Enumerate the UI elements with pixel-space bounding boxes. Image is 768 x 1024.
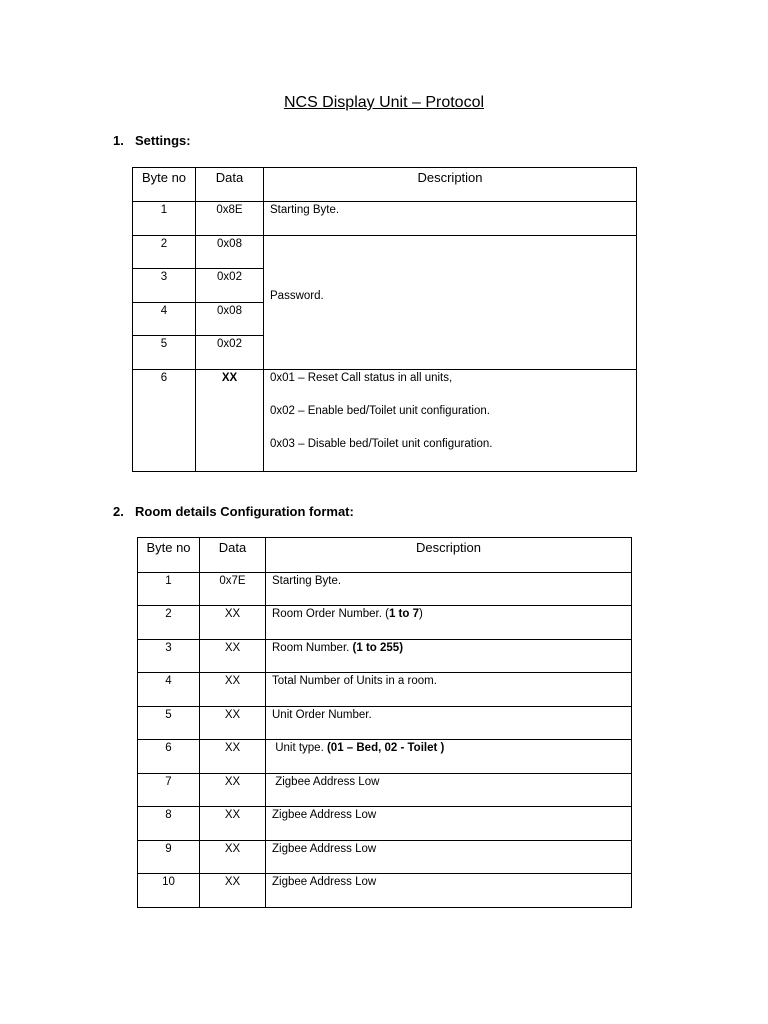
- section-1-heading: [113, 133, 191, 148]
- description-text: Room Order Number. (: [272, 608, 389, 620]
- description-cell: [266, 573, 632, 606]
- data-cell: XX: [200, 640, 266, 673]
- byte-cell: 5: [138, 707, 200, 740]
- data-cell: 0x08: [196, 236, 264, 269]
- byte-cell: 5: [133, 336, 196, 370]
- byte-cell: 1: [133, 202, 196, 236]
- data-cell: XX: [200, 740, 266, 774]
- data-cell: XX: [200, 707, 266, 740]
- section-1-number: 1.: [113, 133, 124, 148]
- document-title: NCS Display Unit – Protocol: [283, 94, 485, 111]
- description-range: 1 to 7: [388, 608, 419, 620]
- data-cell: 0x02: [196, 269, 264, 303]
- description-cell: [266, 841, 632, 874]
- description-cell: Starting Byte.: [264, 202, 637, 236]
- data-cell: XX: [200, 606, 266, 640]
- description-line: 0x03 – Disable bed/Toilet unit configuration.: [270, 438, 493, 450]
- table-row: [138, 573, 632, 606]
- description-cell: [266, 807, 632, 841]
- description-cell: [266, 640, 632, 673]
- section-2-number: 2.: [113, 504, 124, 519]
- data-cell: 0x02: [196, 336, 264, 370]
- table-row: [133, 370, 637, 472]
- header-data: Data: [200, 538, 266, 573]
- password-description-cell: Password.: [264, 236, 637, 370]
- data-cell: 0x08: [196, 303, 264, 336]
- table-row: [138, 774, 632, 807]
- table-row: [138, 841, 632, 874]
- header-byte-no: Byte no: [138, 538, 200, 573]
- section-2-heading: [113, 504, 354, 519]
- description-tail: ): [419, 608, 423, 620]
- description-cell: [266, 874, 632, 908]
- data-cell: XX: [200, 841, 266, 874]
- byte-cell: 10: [138, 874, 200, 908]
- description-cell: [266, 673, 632, 707]
- byte-cell: 7: [138, 774, 200, 807]
- header-data: Data: [196, 168, 264, 202]
- byte-cell: 3: [133, 269, 196, 303]
- table-row: [138, 640, 632, 673]
- description-text: Room Number.: [272, 642, 353, 654]
- description-range: (01 – Bed, 02 - Toilet ): [326, 742, 445, 754]
- byte-cell: 1: [138, 573, 200, 606]
- header-description: Description: [264, 168, 637, 202]
- description-text: Zigbee Address Low: [272, 876, 377, 888]
- description-text: Total Number of Units in a room.: [272, 675, 437, 687]
- byte-cell: 4: [138, 673, 200, 707]
- section-2-title: Room details Configuration format:: [135, 504, 354, 519]
- table-row: [138, 606, 632, 640]
- description-text: Starting Byte.: [272, 575, 342, 587]
- description-text: Zigbee Address Low: [272, 809, 377, 821]
- description-cell: [264, 370, 637, 472]
- data-cell: XX: [200, 673, 266, 707]
- room-config-table: [137, 537, 632, 908]
- table-row: [138, 673, 632, 707]
- byte-cell: 9: [138, 841, 200, 874]
- description-text: Unit Order Number.: [272, 709, 372, 721]
- description-range: (1 to 255): [352, 642, 404, 654]
- section-1-title: Settings:: [135, 133, 191, 148]
- description-text: Zigbee Address Low: [272, 776, 380, 788]
- byte-cell: 8: [138, 807, 200, 841]
- byte-cell: 4: [133, 303, 196, 336]
- description-cell: [266, 774, 632, 807]
- byte-cell: 6: [138, 740, 200, 774]
- header-description: Description: [266, 538, 632, 573]
- table-row: [138, 707, 632, 740]
- description-line: 0x02 – Enable bed/Toilet unit configuration.: [270, 405, 490, 417]
- data-cell: XX: [200, 874, 266, 908]
- byte-cell: 2: [133, 236, 196, 269]
- table-row: [138, 740, 632, 774]
- description-text: Zigbee Address Low: [272, 843, 377, 855]
- data-cell: XX: [200, 807, 266, 841]
- data-cell: 0x8E: [196, 202, 264, 236]
- settings-table: [132, 167, 637, 472]
- data-cell: XX: [200, 774, 266, 807]
- byte-cell: 3: [138, 640, 200, 673]
- description-cell: [266, 740, 632, 774]
- description-text: Unit type.: [272, 742, 327, 754]
- room-config-rows: [138, 573, 632, 908]
- byte-cell: 2: [138, 606, 200, 640]
- byte-cell: 6: [133, 370, 196, 472]
- table-row: [133, 236, 637, 269]
- data-cell: XX: [196, 370, 264, 472]
- table-row: [133, 202, 637, 236]
- description-cell: [266, 606, 632, 640]
- description-cell: [266, 707, 632, 740]
- table-row: [138, 807, 632, 841]
- table-row: [138, 874, 632, 908]
- data-cell: 0x7E: [200, 573, 266, 606]
- description-line: 0x01 – Reset Call status in all units,: [270, 372, 453, 384]
- header-byte-no: Byte no: [133, 168, 196, 202]
